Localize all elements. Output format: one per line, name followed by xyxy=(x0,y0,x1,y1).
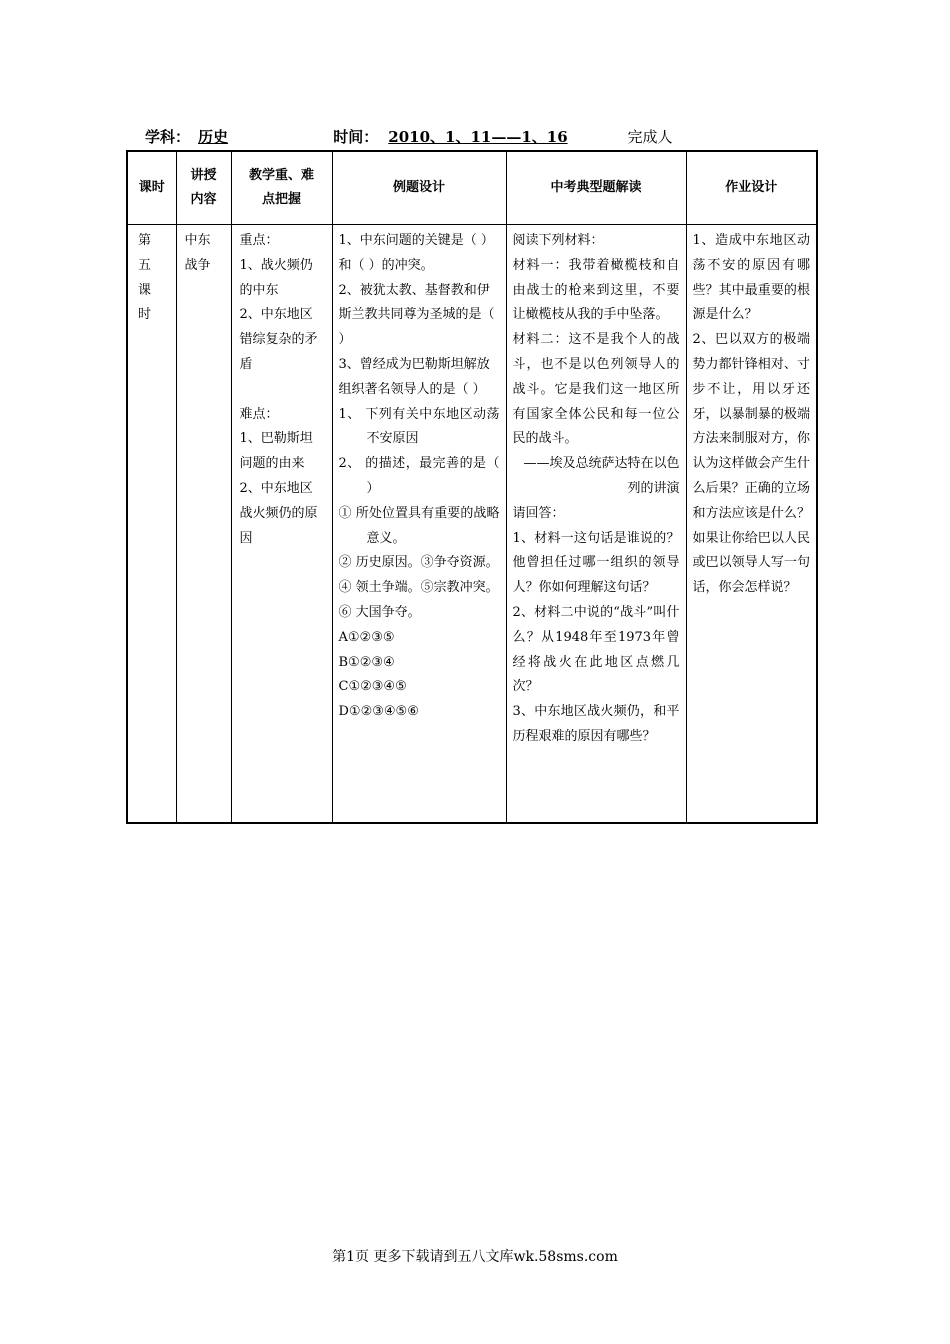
cell-examples xyxy=(332,225,506,823)
key-point-1: 1、战火频仍的中东 xyxy=(239,257,313,298)
header-content: 讲授内容 xyxy=(176,151,231,225)
example-choice-a: A①②③⑤ xyxy=(338,629,395,645)
example-option-2: ② 历史原因。③争夺资源。 xyxy=(338,555,499,571)
example-q3: 3、曾经成为巴勒斯坦解放组织著名领导人的是（ ） xyxy=(338,356,490,397)
example-q1: 1、中东问题的关键是（ ）和（ ）的冲突。 xyxy=(338,233,494,273)
header-lesson: 课时 xyxy=(127,151,176,225)
content-text: 中东战争 xyxy=(184,233,211,273)
page-footer: 第1页 更多下载请到五八文库wk.58sms.com xyxy=(332,1249,618,1265)
homework-q2: 2、巴以双方的极端势力都针锋相对、寸步不让，用以牙还牙，以暴制暴的极端方法来制服对方，你认为这样做会产生什么后果？正确的立场和方法应该是什么？如果让你给巴以人民或巴以领导人写一句话，你会怎样说？ xyxy=(692,332,810,596)
exam-question-3: 3、中东地区战火频仍，和平历程艰难的原因有哪些？ xyxy=(512,704,680,744)
example-option-4: ⑥ 大国争夺。 xyxy=(338,604,421,620)
cell-exam xyxy=(506,225,686,823)
exam-intro: 阅读下列材料： xyxy=(512,233,604,248)
lesson-text: 第五课时 xyxy=(138,233,152,323)
example-choice-c: C①②③④⑤ xyxy=(338,679,407,695)
exam-material-1: 材料一：我带着橄榄枝和自由战士的枪来到这里，不要让橄榄枝从我的手中坠落。 xyxy=(512,257,680,323)
exam-answer-prompt: 请回答： xyxy=(512,505,565,521)
exam-attribution: ——埃及总统萨达特在以色列的讲演 xyxy=(523,456,680,496)
exam-material-2: 材料二：这不是我个人的战斗，也不是以色列领导人的战斗。它是我们这一地区所有国家全体公民和每一位公民的战斗。 xyxy=(512,332,680,447)
header-exam: 中考典型题解读 xyxy=(506,151,686,225)
exam-question-1: 1、材料一这句话是谁说的？他曾担任过哪一组织的领导人？你如何理解这句话？ xyxy=(512,530,680,596)
header-homework: 作业设计 xyxy=(686,151,817,225)
table-row xyxy=(127,225,817,823)
cell-content xyxy=(176,225,231,823)
header-focus: 教学重、难点把握 xyxy=(231,151,332,225)
table-header-row xyxy=(127,151,817,225)
difficult-point-1: 1、巴勒斯坦问题的由来 xyxy=(239,431,313,472)
subject-value: 历史 xyxy=(198,128,229,146)
cell-lesson xyxy=(127,225,176,823)
key-points-label: 重点： xyxy=(239,233,279,248)
lesson-plan-table xyxy=(126,150,818,824)
example-option-1: ① 所处位置具有重要的战略意义。 xyxy=(338,505,500,546)
document-header xyxy=(145,126,673,147)
homework-q1: 1、造成中东地区动荡不安的原因有哪些？其中最重要的根源是什么？ xyxy=(692,233,810,323)
header-examples: 例题设计 xyxy=(332,151,506,225)
finisher-label: 完成人 xyxy=(627,128,673,146)
subject-label: 学科： xyxy=(145,128,191,146)
cell-homework xyxy=(686,225,817,823)
time-label: 时间： xyxy=(333,128,379,146)
difficult-point-2: 2、中东地区战火频仍的原因 xyxy=(239,480,318,546)
example-choice-d: D①②③④⑤⑥ xyxy=(338,704,419,720)
difficult-points-label: 难点： xyxy=(239,406,279,422)
example-q4-part1: 1、 下列有关中东地区动荡不安原因 xyxy=(338,406,500,447)
example-q4-part2: 2、 的描述，最完善的是（ ） xyxy=(338,456,500,496)
key-point-2: 2、中东地区错综复杂的矛盾 xyxy=(239,307,318,372)
cell-focus xyxy=(231,225,332,823)
time-value: 2010、1、11——1、16 xyxy=(388,128,568,146)
example-q2: 2、被犹太教、基督教和伊斯兰教共同尊为圣城的是（ ） xyxy=(338,282,495,348)
example-option-3: ④ 领土争端。⑤宗教冲突。 xyxy=(338,580,499,596)
example-choice-b: B①②③④ xyxy=(338,654,395,670)
exam-question-2: 2、材料二中说的“战斗”叫什么？从1948年至1973年曾经将战火在此地区点燃几次？ xyxy=(512,604,680,695)
